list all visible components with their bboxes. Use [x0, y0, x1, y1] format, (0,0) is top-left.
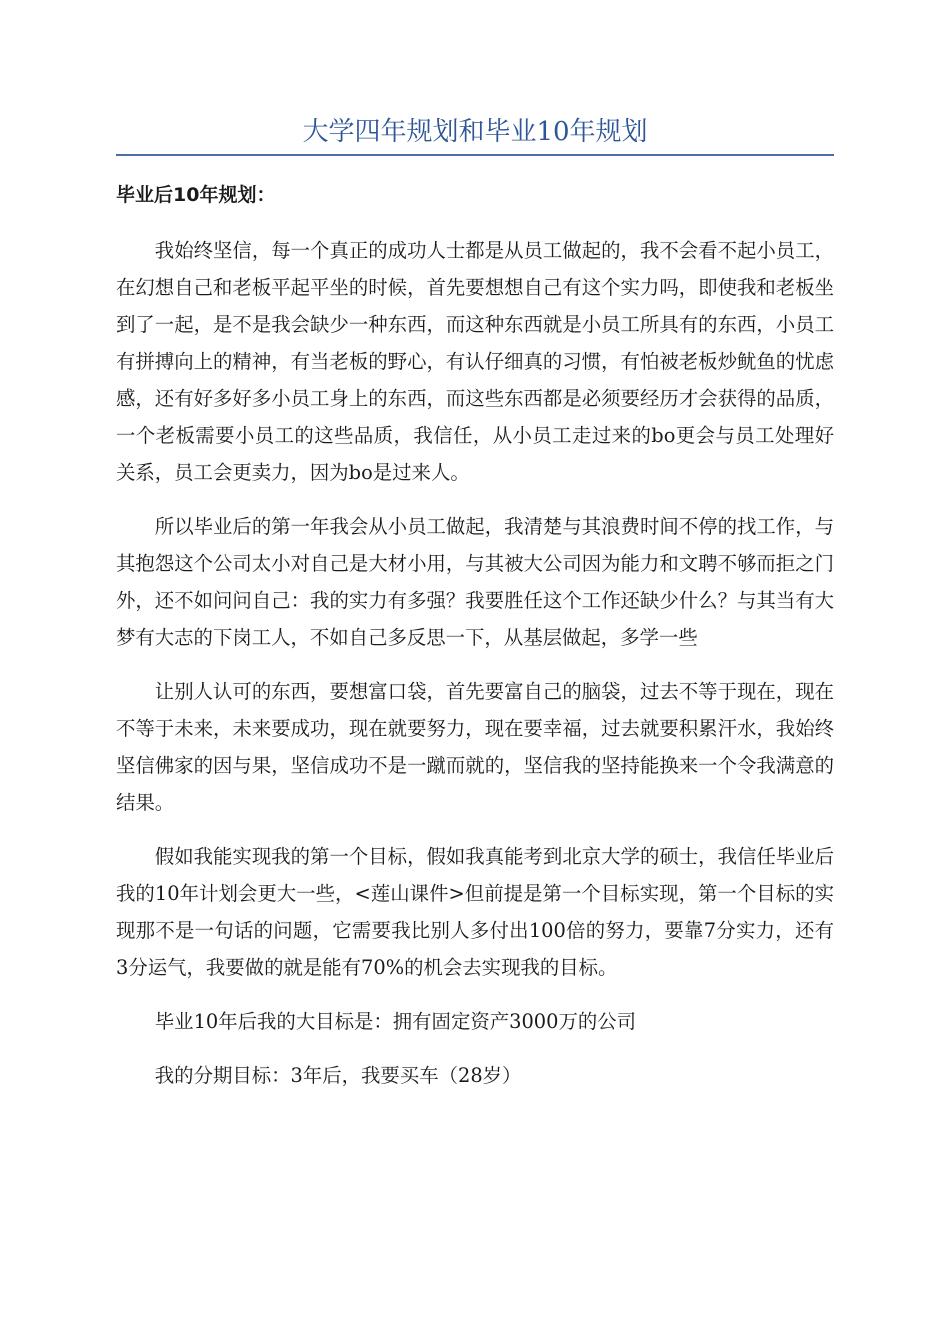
document-body	[116, 232, 834, 1111]
paragraph: 我的分期目标：3年后，我要买车（28岁）	[154, 1064, 522, 1087]
paragraph: 假如我能实现我的第一个目标，假如我真能考到北京大学的硕士，我信任毕业后我的10年计划会更大一些，<莲山课件>但前提是第一个目标实现，第一个目标的实现那不是一句话的问题，它需要我比别人多付出100倍的努力，要靠7分实力，还有3分运气，我要做的就是能有70%的机会去实现我的目标。	[116, 845, 834, 979]
title-underline	[116, 154, 834, 156]
document-title: 大学四年规划和毕业10年规划	[302, 117, 648, 147]
paragraph: 所以毕业后的第一年我会从小员工做起，我清楚与其浪费时间不停的找工作，与其抱怨这个公司太小对自己是大材小用，与其被大公司因为能力和文聘不够而拒之门外，还不如问问自己：我的实力有多强？我要胜任这个工作还缺少什么？与其当有大梦有大志的下岗工人，不如自己多反思一下，从基层做起，多学一些	[116, 515, 834, 649]
paragraph: 我始终坚信，每一个真正的成功人士都是从员工做起的，我不会看不起小员工，在幻想自己和老板平起平坐的时候，首先要想想自己有这个实力吗，即使我和老板坐到了一起，是不是我会缺少一种东西，而这种东西就是小员工所具有的东西，小员工有拼搏向上的精神，有当老板的野心，有认仔细真的习惯，有怕被老板炒鱿鱼的忧虑感，还有好多好多小员工身上的东西，而这些东西都是必须要经历才会获得的品质，一个老板需要小员工的这些品质，我信任，从小员工走过来的bo更会与员工处理好关系，员工会更卖力，因为bo是过来人。	[116, 239, 834, 484]
paragraph: 毕业10年后我的大目标是：拥有固定资产3000万的公司	[154, 1010, 637, 1033]
section-heading: 毕业后10年规划：	[116, 184, 276, 206]
paragraph: 让别人认可的东西，要想富口袋，首先要富自己的脑袋，过去不等于现在，现在不等于未来，未来要成功，现在就要努力，现在要幸福，过去就要积累汗水，我始终坚信佛家的因与果，坚信成功不是一蹴而就的，坚信我的坚持能换来一个令我满意的结果。	[116, 680, 834, 814]
